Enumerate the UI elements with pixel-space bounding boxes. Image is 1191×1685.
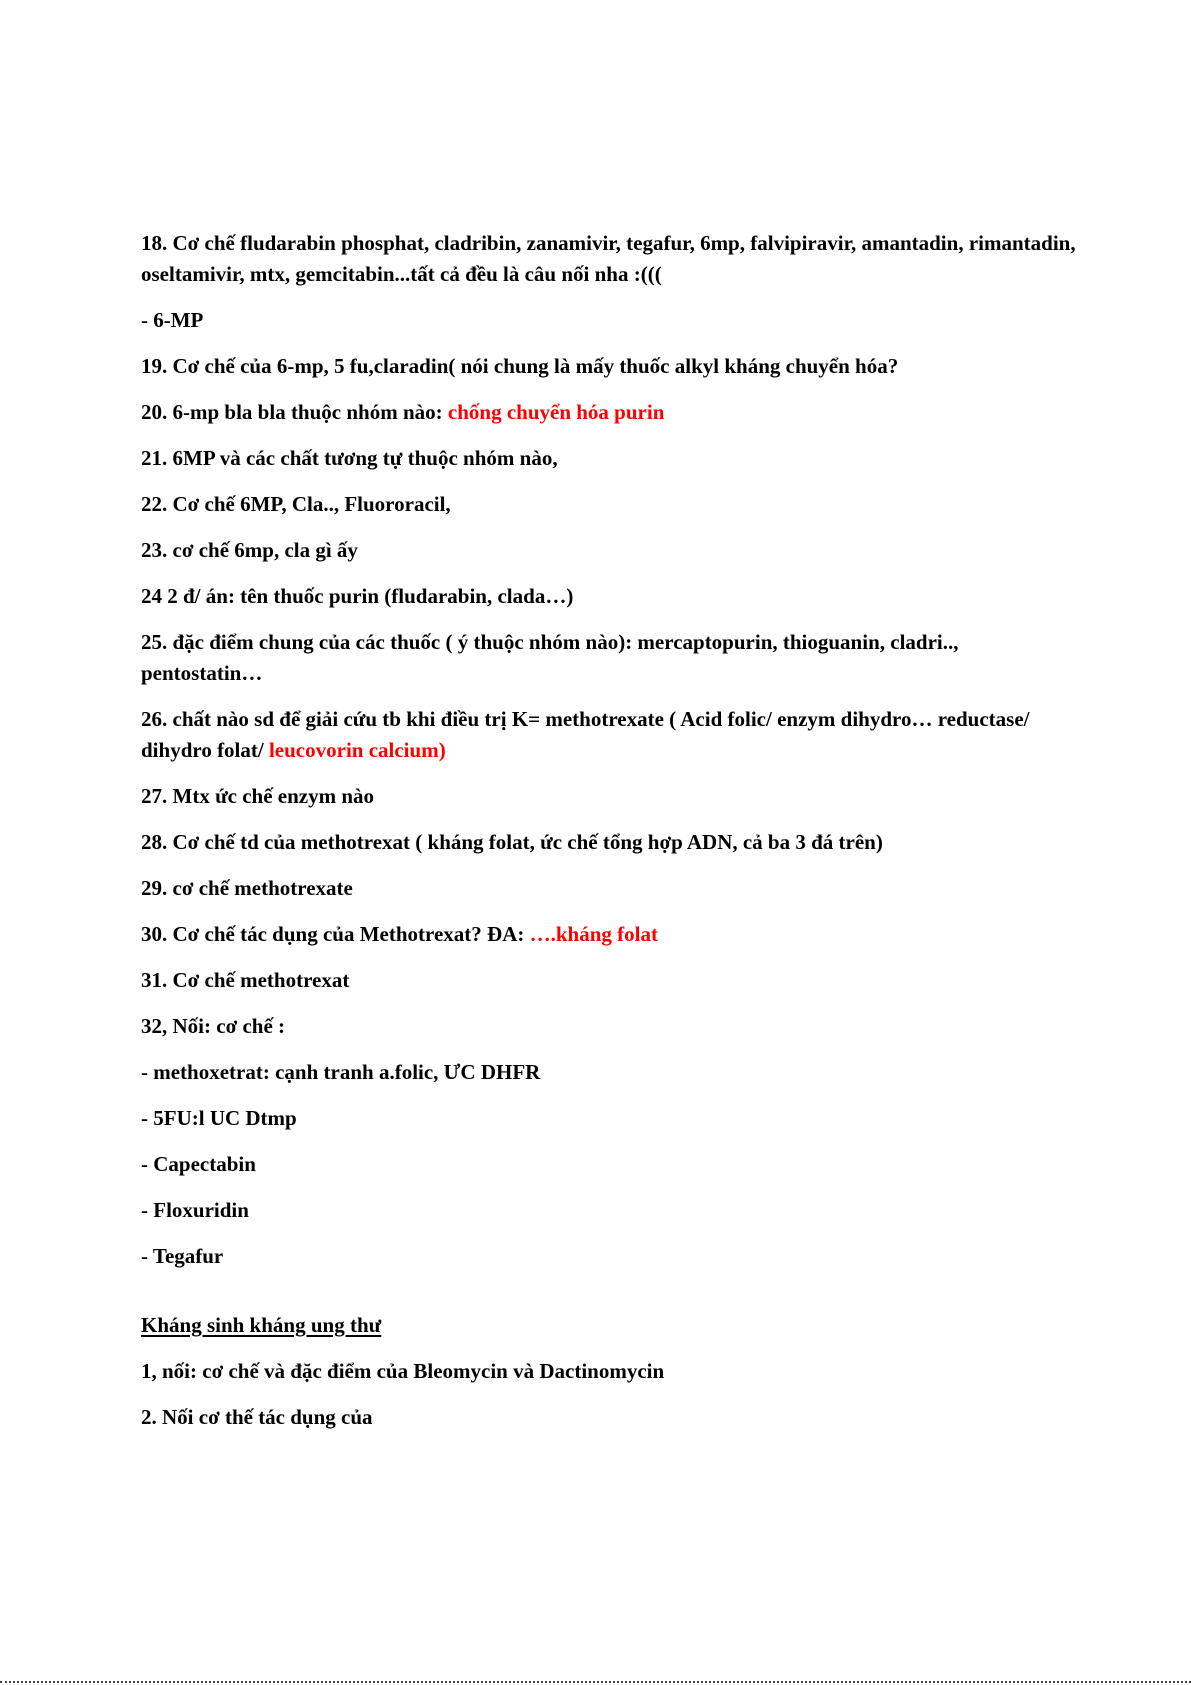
section-heading: Kháng sinh kháng ung thư [141,1313,382,1337]
question-32-item: - 5FU:l UC Dtmp [141,1106,297,1130]
answer-text: chống chuyển hóa purin [447,400,665,424]
question-30: 30. Cơ chế tác dụng của Methotrexat? ĐA: ….kháng folat [141,922,658,946]
question-21: 21. 6MP và các chất tương tự thuộc nhóm nào, [141,446,558,470]
question-32-item: - Tegafur [141,1244,224,1268]
question-22: 22. Cơ chế 6MP, Cla.., Fluororacil, [141,492,451,516]
question-18-item: - 6-MP [141,308,204,332]
section-question-2: 2. Nối cơ thế tác dụng của [141,1405,373,1429]
question-19: 19. Cơ chế của 6-mp, 5 fu,claradin( nói chung là mấy thuốc alkyl kháng chuyển hóa? [141,354,899,378]
question-23: 23. cơ chế 6mp, cla gì ấy [141,538,358,562]
document-page [141,228,1081,1448]
question-32-item: - Capectabin [141,1152,256,1176]
page-bottom-divider [0,1681,1191,1683]
question-29: 29. cơ chế methotrexate [141,876,353,900]
question-31: 31. Cơ chế methotrexat [141,968,350,992]
question-20: 20. 6-mp bla bla thuộc nhóm nào: chống chuyển hóa purin [141,400,665,424]
question-28: 28. Cơ chế td của methotrexat ( kháng folat, ức chế tổng hợp ADN, cả ba 3 đá trên) [141,830,883,854]
question-32: 32, Nối: cơ chế : [141,1014,286,1038]
question-32-item: - methoxetrat: cạnh tranh a.folic, ƯC DHFR [141,1060,541,1084]
question-26: 26. chất nào sd để giải cứu tb khi điều trị K= methotrexate ( Acid folic/ enzym dihydro… reductase/ dihydro folat/ leucovorin calcium) [141,707,1030,762]
question-32-item: - Floxuridin [141,1198,249,1222]
question-25: 25. đặc điểm chung của các thuốc ( ý thuộc nhóm nào): mercaptopurin, thioguanin, cladri.., pentostatin… [141,630,959,685]
section-question-1: 1, nối: cơ chế và đặc điểm của Bleomycin và Dactinomycin [141,1359,665,1383]
question-24: 24 2 đ/ án: tên thuốc purin (fludarabin, clada…) [141,584,574,608]
answer-text: ….kháng folat [529,922,658,946]
question-18: 18. Cơ chế fludarabin phosphat, cladribin, zanamivir, tegafur, 6mp, falvipiravir, amantadin, rimantadin, oseltamivir, mtx, gemcitabin...tất cả đều là câu nối nha :((( [141,231,1076,286]
answer-text: leucovorin calcium) [268,738,446,762]
question-27: 27. Mtx ức chế enzym nào [141,784,375,808]
